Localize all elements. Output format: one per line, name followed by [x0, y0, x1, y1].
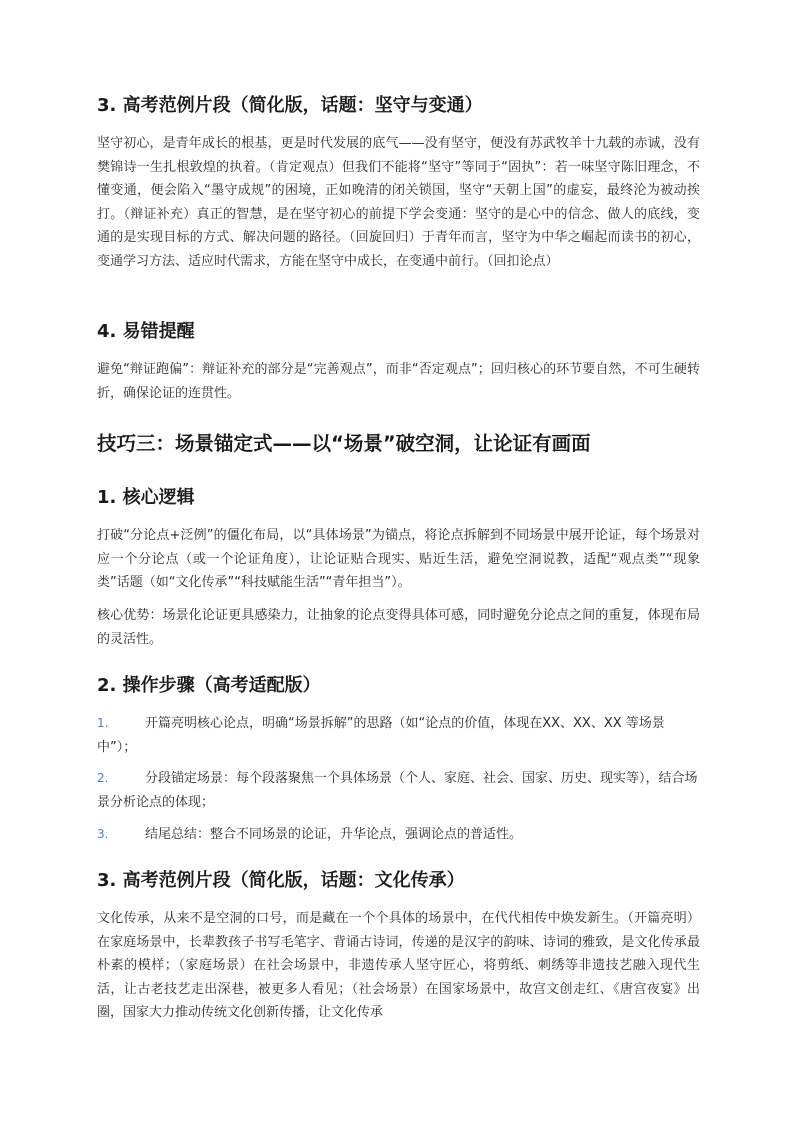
step-list-item	[97, 823, 700, 847]
warning-heading: 4. 易错提醒	[97, 321, 195, 342]
example-paragraph-persistence: 坚守初心，是青年成长的根基，更是时代发展的底气——没有坚守，便没有苏武牧羊十九载的赤诚，没有樊锦诗一生扎根敦煌的执着。（肯定观点）但我们不能将“坚守”等同于“固执”：若一味坚守陈旧理念，不懂变通，便会陷入“墨守成规”的困境，正如晚清的闭关锁国，坚守“天朝上国”的虚妄，最终沦为被动挨打。（辩证补充）真正的智慧，是在坚守初心的前提下学会变通：坚守的是心中的信念、做人的底线，变通的是实现目标的方式、解决问题的路径。（回旋回归）于青年而言，坚守为中华之崛起而读书的初心，变通学习方法、适应时代需求，方能在坚守中成长，在变通中前行。（回扣论点）	[97, 136, 700, 269]
step-text: 结尾总结：整合不同场景的论证，升华论点，强调论点的普适性。	[145, 827, 523, 842]
step-text: 开篇亮明核心论点，明确“场景拆解”的思路（如“论点的价值，体现在XX、XX、XX 等场景中”）；	[97, 716, 665, 755]
step-number: 3.	[97, 827, 109, 841]
steps-heading: 2. 操作步骤（高考适配版）	[97, 675, 321, 696]
core-logic-paragraph: 打破“分论点+泛例”的僵化布局，以“具体场景”为锚点，将论点拆解到不同场景中展开论证，每个场景对应一个分论点（或一个论证角度），让论证贴合现实、贴近生活，避免空洞说教，适配“观点类”“现象类”话题（如“文化传承”“科技赋能生活”“青年担当”）。	[97, 528, 700, 591]
example-heading-culture: 3. 高考范例片段（简化版，话题：文化传承）	[97, 870, 465, 891]
warning-paragraph: 避免“辩证跑偏”：辩证补充的部分是“完善观点”，而非“否定观点”；回归核心的环节要自然，不可生硬转折，确保论证的连贯性。	[97, 362, 700, 401]
step-number: 2.	[97, 771, 109, 785]
step-list-item	[97, 767, 700, 814]
step-list-item	[97, 712, 700, 759]
technique-three-title: 技巧三：场景锚定式——以“场景”破空洞，让论证有画面	[97, 432, 591, 455]
example-heading-persistence: 3. 高考范例片段（简化版，话题：坚守与变通）	[97, 95, 483, 116]
core-logic-heading: 1. 核心逻辑	[97, 487, 195, 508]
step-number: 1.	[97, 716, 109, 730]
example-paragraph-culture: 文化传承，从来不是空洞的口号，而是藏在一个个具体的场景中，在代代相传中焕发新生。（开篇亮明）在家庭场景中，长辈教孩子书写毛笔字、背诵古诗词，传递的是汉字的韵味、诗词的雅致，是文化传承最朴素的模样；（家庭场景）在社会场景中，非遗传承人坚守匠心，将剪纸、刺绣等非遗技艺融入现代生活，让古老技艺走出深巷，被更多人看见；（社会场景）在国家场景中，故宫文创走红、《唐宫夜宴》出圈，国家大力推动传统文化创新传播，让文化传承	[97, 911, 700, 1021]
step-text: 分段锚定场景：每个段落聚焦一个具体场景（个人、家庭、社会、国家、历史、现实等），结合场景分析论点的体现；	[97, 771, 698, 810]
core-advantage-paragraph: 核心优势：场景化论证更具感染力，让抽象的论点变得具体可感，同时避免分论点之间的重复，体现布局的灵活性。	[97, 608, 700, 647]
